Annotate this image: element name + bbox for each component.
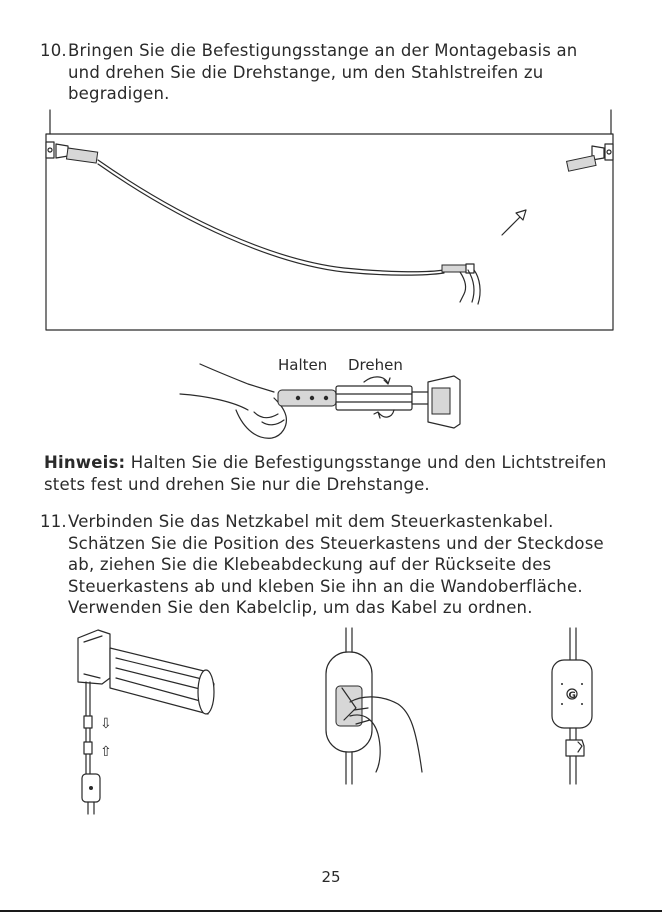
hand-icon [460,270,480,304]
strip-installation-figure [44,110,616,332]
rotating-rod [336,386,412,410]
left-mount-bracket [46,142,98,163]
note-label: Hinweis: [44,453,126,472]
step-text-line: und drehen Sie die Drehstange, um den Stahlstreifen zu [68,62,544,82]
figure-frame [46,134,613,330]
controller-logo: G [568,691,576,701]
rotate-arrow-icon [364,377,390,384]
arrow-down-icon: ⇩ [100,716,112,732]
step-text-line: Verwenden Sie den Kabelclip, um das Kabel zu ordnen. [68,598,533,617]
note-text: Halten Sie die Befestigungsstange und den Lichtstreifen stets fest und drehen Sie nur die Drehstange. [44,453,607,494]
adhesive-peel-figure [314,624,434,790]
page-number: 25 [321,868,341,886]
label-drehen: Drehen [348,356,403,374]
bottom-rule [0,910,662,912]
arrow-up-icon: ⇧ [100,744,112,760]
note [44,452,634,496]
connector [84,742,92,754]
step-11 [40,511,640,621]
step-text-line: Steuerkastens ab und kleben Sie ihn an die Wandoberfläche. [68,576,583,596]
adhesive-cover [336,686,362,726]
step-10 [40,40,640,110]
hand-icon [180,364,286,438]
connector [84,716,92,728]
step-text-line: Schätzen Sie die Position des Steuerkastens und der Steckdose [68,533,604,553]
step-number: 10. [40,41,67,60]
right-mount-bracket [567,144,613,171]
label-halten: Halten [278,356,328,374]
step-text-line: Verbinden Sie das Netzkabel mit dem Steuerkastenkabel. [68,512,554,531]
step-text-line: ab, ziehen Sie die Klebeabdeckung auf der Rückseite des [68,555,552,574]
mounted-controller-figure [544,624,604,790]
step-text-line: Bringen Sie die Befestigungsstange an der Montagebasis an [68,41,578,60]
rotate-arrow-icon [374,410,394,418]
step-number: 11. [40,512,67,531]
cable-connection-figure [70,624,240,820]
left-rod [66,148,97,163]
right-rod [567,156,596,172]
rod-end [442,265,466,272]
step-text-line: begradigen. [68,84,170,103]
up-right-arrow-icon [502,210,526,235]
hold-rotate-figure [178,352,478,446]
